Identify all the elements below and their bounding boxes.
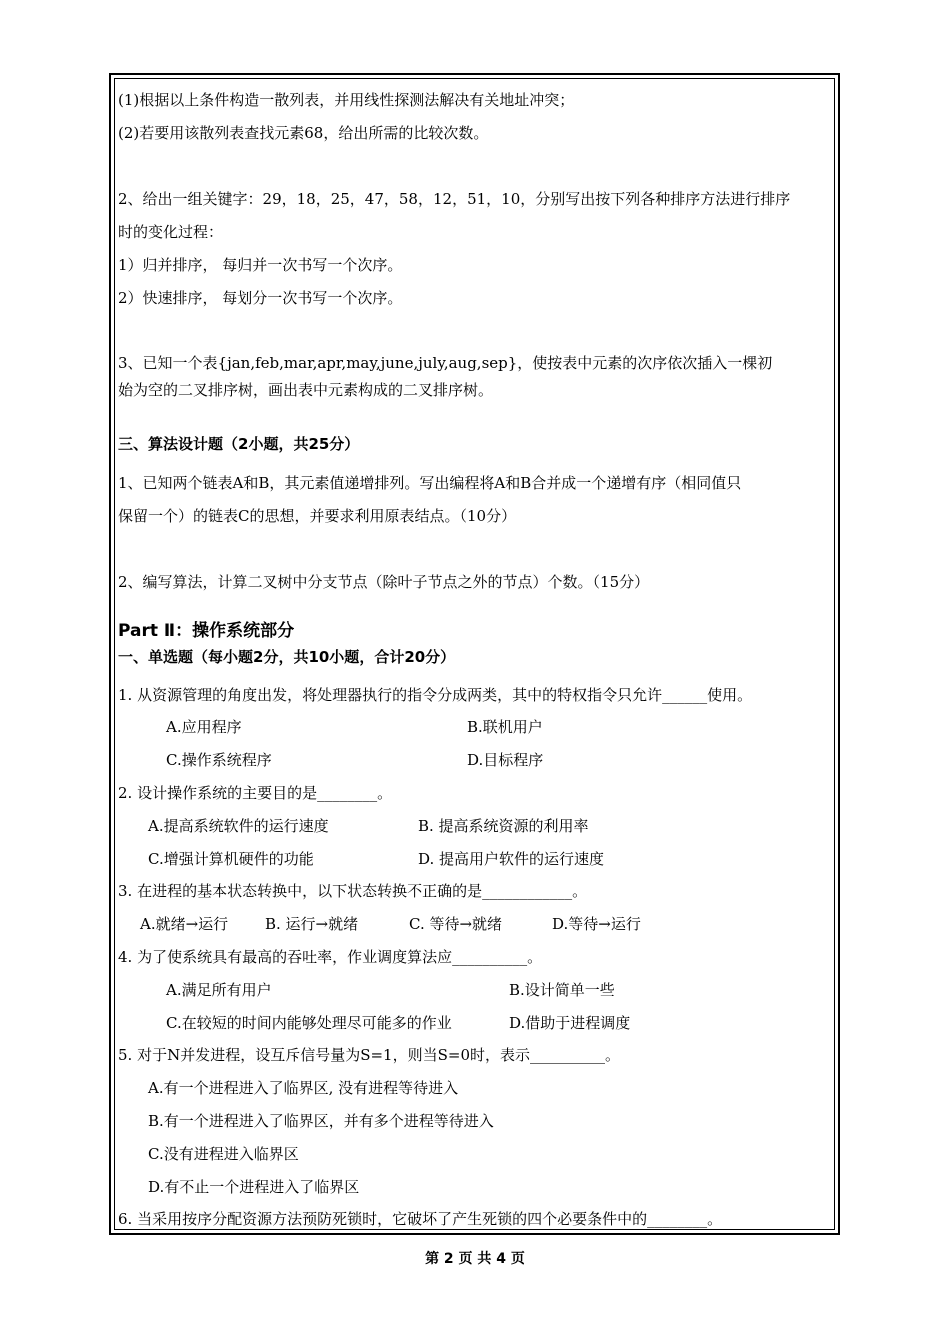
page-footer: 第 2 页 共 4 页 [425,1251,525,1267]
algorithm-q1-line-2: 保留一个）的链表C的思想，并要求利用原表结点。（10分） [118,507,517,525]
os-q4-option-a: A.满足所有用户 [166,981,272,999]
os-q5-option-c: C.没有进程进入临界区 [148,1145,299,1163]
os-q1-option-b: B.联机用户 [467,718,543,736]
os-q4-option-b: B.设计简单一些 [509,981,615,999]
os-q2-option-d: D. 提高用户软件的运行速度 [418,850,605,868]
os-q5-option-b: B.有一个进程进入了临界区，并有多个进程等待进入 [148,1112,494,1130]
os-q3-option-a: A.就绪→运行 [140,915,229,933]
question-3-line-1: 3、已知一个表{jan,feb,mar,apr,may,june,july,aug,sep}，使按表中元素的次序依次插入一棵初 [118,354,773,372]
os-q1-option-c: C.操作系统程序 [166,751,272,769]
os-question-1: 1. 从资源管理的角度出发，将处理器执行的指令分成两类，其中的特权指令只允许______使用。 [118,686,753,704]
os-q5-option-a: A.有一个进程进入了临界区, 没有进程等待进入 [148,1079,459,1097]
os-q4-option-d: D.借助于进程调度 [509,1014,631,1032]
os-q5-option-d: D.有不止一个进程进入了临界区 [148,1178,360,1196]
question-3-line-2: 始为空的二叉排序树，画出表中元素构成的二叉排序树。 [118,381,494,399]
hash-condition-1: (1)根据以上条件构造一散列表，并用线性探测法解决有关地址冲突； [118,91,575,109]
os-q3-option-d: D.等待→运行 [552,915,641,933]
question-2-sub-1: 1）归并排序， 每归并一次书写一个次序。 [118,256,403,274]
os-question-5: 5. 对于N并发进程，设互斥信号量为S=1，则当S=0时，表示__________。 [118,1046,620,1064]
part-2-title: Part Ⅱ：操作系统部分 [118,621,295,641]
os-q3-option-b: B. 运行→就绪 [265,915,359,933]
hash-condition-2: (2)若要用该散列表查找元素68，给出所需的比较次数。 [118,124,489,142]
question-2-line-2: 时的变化过程： [118,223,224,241]
algorithm-section-heading: 三、算法设计题（2小题，共25分） [118,435,360,453]
algorithm-q2: 2、编写算法，计算二叉树中分支节点（除叶子节点之外的节点）个数。（15分） [118,573,650,591]
os-q2-option-b: B. 提高系统资源的利用率 [418,817,589,835]
question-2-line-1: 2、给出一组关键字：29，18，25，47，58，12，51，10，分别写出按下列各种排序方法进行排序 [118,190,791,208]
question-2-sub-2: 2）快速排序， 每划分一次书写一个次序。 [118,289,403,307]
os-q1-option-d: D.目标程序 [467,751,544,769]
os-q2-option-a: A.提高系统软件的运行速度 [148,817,329,835]
os-question-2: 2. 设计操作系统的主要目的是________。 [118,784,393,802]
os-q1-option-a: A.应用程序 [166,718,242,736]
os-question-3: 3. 在进程的基本状态转换中，以下状态转换不正确的是____________。 [118,882,588,900]
os-q4-option-c: C.在较短的时间内能够处理尽可能多的作业 [166,1014,452,1032]
algorithm-q1-line-1: 1、已知两个链表A和B，其元素值递增排列。写出编程将A和B合并成一个递增有序（相同值只 [118,474,742,492]
os-q2-option-c: C.增强计算机硬件的功能 [148,850,314,868]
os-question-6: 6. 当采用按序分配资源方法预防死锁时，它破坏了产生死锁的四个必要条件中的________。 [118,1210,723,1228]
os-q3-option-c: C. 等待→就绪 [409,915,503,933]
os-question-4: 4. 为了使系统具有最高的吞吐率，作业调度算法应__________。 [118,948,543,966]
single-choice-heading: 一、单选题（每小题2分，共10小题，合计20分） [118,648,456,666]
